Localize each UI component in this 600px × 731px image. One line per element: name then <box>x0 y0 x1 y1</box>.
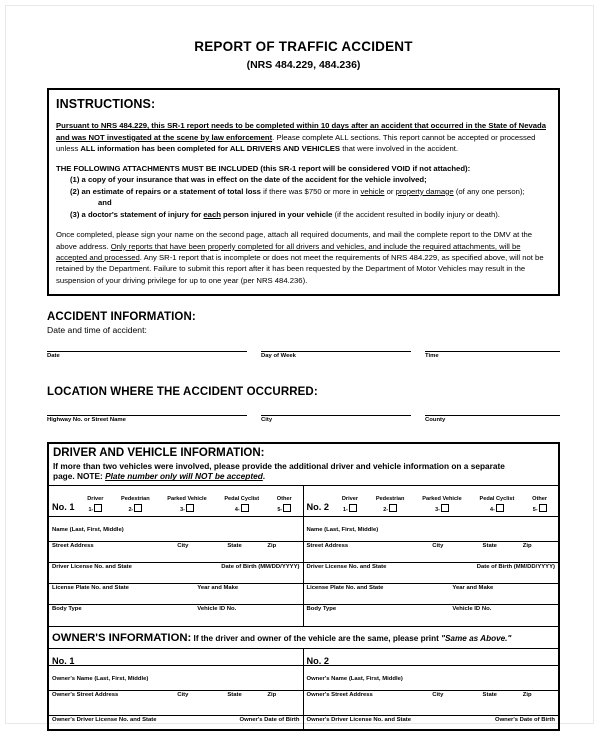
field-owner-2-license[interactable] <box>304 716 559 729</box>
body-label-group <box>307 606 559 612</box>
attachment-2-plain-c: (of any one person); <box>453 186 525 196</box>
field-label-street: Owner's Street Address <box>306 692 373 699</box>
attachment-item-1 <box>56 174 551 186</box>
field-vehicle-2-plate[interactable] <box>304 584 559 605</box>
checkbox-option-driver-1[interactable] <box>87 496 103 514</box>
spacer <box>247 415 261 423</box>
vehicle-2-checkbox-group <box>333 496 556 514</box>
field-label-state: State <box>227 543 242 550</box>
note-emphasis: Plate number only will NOT be accepted <box>105 471 263 482</box>
field-label-street: Street Address <box>52 543 94 550</box>
checkbox-icon[interactable] <box>134 504 142 512</box>
owner-address-label-group <box>52 692 303 698</box>
checkbox-option-parked-vehicle-2[interactable] <box>422 496 462 514</box>
accident-information-section <box>47 311 560 359</box>
field-label-city: City <box>177 692 189 699</box>
field-label-zip: Zip <box>522 692 532 699</box>
field-time-label: Time <box>425 353 439 360</box>
instructions-p1-bold: ALL information has been completed for ALL DRIVERS AND VEHICLES <box>80 144 341 154</box>
vehicle-2-number: No. 2 <box>306 502 329 513</box>
checkbox-icon[interactable] <box>283 504 291 512</box>
vehicle-1-number: No. 1 <box>52 502 75 513</box>
field-label: Owner's Name (Last, First, Middle) <box>52 676 149 683</box>
field-driver-1-address[interactable] <box>49 542 303 563</box>
field-label-zip: Zip <box>267 692 277 699</box>
spacer <box>411 351 425 359</box>
spacer <box>411 415 425 423</box>
checkbox-label: Driver <box>87 495 104 502</box>
instructions-p1-tail: that were involved in the accident. <box>340 144 459 154</box>
field-label: Name (Last, First, Middle) <box>52 527 124 534</box>
checkbox-prefix-wrap <box>121 504 150 513</box>
field-label-license: Driver License No. and State <box>306 564 387 571</box>
field-label-dob: Date of Birth (MM/DD/YYYY) <box>221 564 300 571</box>
spacer <box>247 351 261 359</box>
field-day-of-week[interactable] <box>261 351 411 359</box>
field-vehicle-2-body[interactable] <box>304 605 559 626</box>
plate-label-group <box>307 585 559 591</box>
checkbox-option-other-1[interactable] <box>277 496 292 514</box>
address-label-group <box>52 543 303 549</box>
field-label-dob: Owner's Date of Birth <box>239 717 300 724</box>
instructions-p3-underlined: Only reports that have been properly completed for all drivers and vehicles, and include the required attachments, will be accepted and processed <box>56 241 521 262</box>
owner-address-label-group <box>307 692 559 698</box>
checkbox-label: Parked Vehicle <box>167 495 207 502</box>
attachment-item-2 <box>56 186 551 198</box>
field-label-dob: Owner's Date of Birth <box>495 717 555 724</box>
field-city[interactable] <box>261 415 411 423</box>
checkbox-prefix: 4- <box>490 506 495 513</box>
field-day-of-week-label: Day of Week <box>261 353 296 360</box>
accident-field-row <box>47 351 560 359</box>
checkbox-option-other-2[interactable] <box>532 496 547 514</box>
instructions-p1-underlined: Pursuant to NRS 484.229, this SR-1 report needs to be completed within 10 days after an accident that occurred in the State of Nevada and was NOT investigated at the scene by law enforcement <box>56 121 546 142</box>
owner-2-number-cell <box>304 649 559 666</box>
field-driver-2-address[interactable] <box>304 542 559 563</box>
vehicle-type-row <box>49 486 558 626</box>
field-label-license: Owner's Driver License No. and State <box>306 717 412 724</box>
field-city-label: City <box>261 416 273 423</box>
checkbox-option-driver-2[interactable] <box>342 496 358 514</box>
owner-fields-row <box>49 666 558 729</box>
attachment-2-bold: (2) an estimate of repairs or a statement of total loss <box>70 186 261 196</box>
instructions-p3-lead: Once completed, please sign your name on the second page, attach all required documents, and mail the complete report to the DMV at the above address. <box>56 230 533 251</box>
attachment-3-bold-a: (3) a doctor's statement of injury for <box>70 209 204 219</box>
field-driver-1-license[interactable] <box>49 563 303 584</box>
attachments-list <box>56 174 551 220</box>
checkbox-prefix-wrap <box>87 504 103 513</box>
instructions-paragraph-1 <box>56 120 551 154</box>
field-driver-1-name[interactable] <box>49 517 303 542</box>
attachment-1-text: (1) a copy of your insurance that was in effect on the date of the accident for the vehicle involved; <box>70 175 427 185</box>
checkbox-icon[interactable] <box>496 504 504 512</box>
checkbox-prefix-wrap <box>422 504 462 513</box>
checkbox-prefix: 3- <box>435 506 440 513</box>
checkbox-option-parked-vehicle-1[interactable] <box>167 496 207 514</box>
checkbox-label: Parked Vehicle <box>422 495 462 502</box>
note-period: . <box>262 471 266 482</box>
checkbox-prefix: 5- <box>277 506 283 513</box>
owner-2-number: No. 2 <box>306 656 329 667</box>
instructions-box <box>47 88 560 296</box>
location-section <box>47 386 560 423</box>
field-label-street: Street Address <box>306 543 349 550</box>
field-label-zip: Zip <box>522 543 532 550</box>
field-label-body-type: Body Type <box>306 606 337 613</box>
owner-information-note-a: If the driver and owner of the vehicle are the same, please print <box>191 634 442 644</box>
checkbox-label: Pedestrian <box>121 495 150 502</box>
checkbox-prefix: 5- <box>532 506 538 513</box>
checkbox-option-pedal-cyclist-1[interactable] <box>224 496 259 514</box>
checkbox-prefix-wrap <box>167 504 207 513</box>
checkbox-label: Driver <box>341 495 359 502</box>
checkbox-option-pedestrian-2[interactable] <box>376 496 405 514</box>
checkbox-prefix: 2- <box>383 506 389 513</box>
field-label-city: City <box>432 543 444 550</box>
note-prefix: page. NOTE: <box>53 471 106 482</box>
address-label-group <box>307 543 559 549</box>
checkbox-icon[interactable] <box>186 504 194 512</box>
checkbox-icon[interactable] <box>241 504 249 512</box>
field-label-dob: Date of Birth (MM/DD/YYYY) <box>476 564 555 571</box>
checkbox-option-pedal-cyclist-2[interactable] <box>480 496 515 514</box>
checkbox-prefix: 3- <box>180 506 185 513</box>
field-time[interactable] <box>425 351 560 359</box>
field-label-city: City <box>432 692 444 699</box>
owner-1-number-cell <box>49 649 304 666</box>
owner-information-heading: OWNER'S INFORMATION: <box>52 632 192 645</box>
checkbox-prefix-wrap <box>532 504 547 513</box>
field-county[interactable] <box>425 415 560 423</box>
field-highway-street-label: Highway No. or Street Name <box>47 416 126 423</box>
attachment-2-underline-property: property damage <box>395 186 454 196</box>
body-label-group <box>52 606 303 612</box>
owner-1-number-row <box>49 649 303 666</box>
checkbox-prefix: 1- <box>88 506 94 513</box>
field-label-state: State <box>482 692 497 699</box>
checkbox-prefix: 4- <box>234 506 240 513</box>
vehicle-1-column <box>49 486 304 626</box>
location-field-row <box>47 415 560 423</box>
checkbox-prefix: 1- <box>343 506 348 513</box>
field-label-zip: Zip <box>267 543 277 550</box>
field-driver-2-name[interactable] <box>304 517 559 542</box>
accident-information-heading: ACCIDENT INFORMATION: <box>47 311 196 324</box>
field-label-city: City <box>177 543 189 550</box>
field-highway-street[interactable] <box>47 415 247 423</box>
attachment-item-2-cont <box>56 197 551 209</box>
field-vehicle-1-plate[interactable] <box>49 584 303 605</box>
driver-vehicle-note-line1: If more than two vehicles were involved, please provide the additional driver and vehicle information on a separate <box>53 460 505 471</box>
field-label-year-make: Year and Make <box>197 585 239 592</box>
owner-1-number: No. 1 <box>52 656 75 667</box>
accident-information-subheading: Date and time of accident: <box>47 325 147 336</box>
checkbox-prefix-wrap <box>376 504 405 513</box>
checkbox-prefix-wrap <box>224 504 259 513</box>
field-county-label: County <box>425 416 446 423</box>
document-page <box>5 5 594 724</box>
owner-license-label-group <box>52 717 303 723</box>
field-label-year-make: Year and Make <box>452 585 494 592</box>
field-owner-1-license[interactable] <box>49 716 303 729</box>
checkbox-label: Pedestrian <box>375 495 405 502</box>
owner-information-header <box>49 626 558 649</box>
checkbox-icon[interactable] <box>539 504 547 512</box>
checkbox-prefix-wrap <box>480 504 515 513</box>
checkbox-icon[interactable] <box>94 504 102 512</box>
checkbox-label: Other <box>276 495 292 502</box>
field-label-vin: Vehicle ID No. <box>452 606 492 613</box>
field-label-street: Owner's Street Address <box>52 692 119 699</box>
attachment-2-underline-vehicle: vehicle <box>360 186 385 196</box>
instructions-p3-tail: . Any SR-1 report that is incomplete or does not meet the requirements of NRS 484.229, as specified above, will not be retained by the Department. Failure to submit this report after it has been requested by the Department of Motor Vehicles may result in the suspension of your driving privilege for up to one year (per NRS 484.236). <box>56 253 544 285</box>
attachments-heading: THE FOLLOWING ATTACHMENTS MUST BE INCLUDED (this SR-1 report will be considered VOID if not attached): <box>56 163 471 173</box>
vehicle-2-column <box>304 486 559 626</box>
field-date-label: Date <box>47 353 60 360</box>
owner-2-column <box>304 666 559 729</box>
driver-vehicle-note-line2 <box>53 471 554 482</box>
checkbox-icon[interactable] <box>389 504 397 512</box>
field-owner-1-address[interactable] <box>49 691 303 716</box>
driver-vehicle-table <box>47 442 560 731</box>
field-label: Name (Last, First, Middle) <box>306 527 379 534</box>
checkbox-prefix: 2- <box>128 506 134 513</box>
checkbox-label: Pedal Cyclist <box>224 495 260 502</box>
checkbox-prefix-wrap <box>342 504 358 513</box>
field-label-body-type: Body Type <box>52 606 82 613</box>
attachment-3-plain: (if the accident resulted in bodily injury or death). <box>332 209 500 219</box>
attachment-2-continued: and <box>98 198 112 208</box>
vehicle-1-type-selector <box>49 486 303 517</box>
page-subtitle: (NRS 484.229, 484.236) <box>246 58 361 71</box>
field-label-state: State <box>482 543 497 550</box>
field-label-plate: License Plate No. and State <box>306 585 384 592</box>
vehicle-2-type-selector <box>304 486 559 517</box>
instructions-heading: INSTRUCTIONS: <box>56 97 156 112</box>
driver-vehicle-heading: DRIVER AND VEHICLE INFORMATION: <box>53 447 265 460</box>
location-heading: LOCATION WHERE THE ACCIDENT OCCURRED: <box>47 385 318 398</box>
owner-information-note-b: "Same as Above." <box>441 634 512 644</box>
attachment-3-underline-each: each <box>203 209 221 219</box>
checkbox-icon[interactable] <box>441 504 449 512</box>
vehicle-1-checkbox-group <box>78 496 300 514</box>
page-title: REPORT OF TRAFFIC ACCIDENT <box>194 39 413 54</box>
field-label-state: State <box>227 692 242 699</box>
owner-1-column <box>49 666 304 729</box>
owner-2-number-row <box>304 649 559 666</box>
checkbox-prefix-wrap <box>277 504 292 513</box>
license-label-group <box>307 564 559 570</box>
plate-label-group <box>52 585 303 591</box>
field-label-vin: Vehicle ID No. <box>197 606 237 613</box>
attachment-2-plain-b: or <box>384 186 396 196</box>
checkbox-icon[interactable] <box>349 504 357 512</box>
license-label-group <box>52 564 303 570</box>
field-vehicle-1-body[interactable] <box>49 605 303 626</box>
checkbox-label: Pedal Cyclist <box>479 495 515 502</box>
field-label-license: Driver License No. and State <box>52 564 132 571</box>
checkbox-label: Other <box>532 495 548 502</box>
field-owner-1-name[interactable] <box>49 666 303 691</box>
field-label-license: Owner's Driver License No. and State <box>52 717 157 724</box>
attachment-item-3 <box>56 209 551 221</box>
form-body <box>47 39 560 731</box>
instructions-p1-plain: . Please complete ALL sections. This report cannot be accepted or processed unless <box>56 132 536 154</box>
attachment-3-bold-b: person injured in your vehicle <box>220 209 333 219</box>
instructions-paragraph-3 <box>56 229 551 286</box>
field-owner-2-address[interactable] <box>304 691 559 716</box>
field-label-plate: License Plate No. and State <box>52 585 129 592</box>
field-date[interactable] <box>47 351 247 359</box>
checkbox-option-pedestrian-1[interactable] <box>121 496 150 514</box>
driver-vehicle-header <box>49 444 558 486</box>
owner-number-row <box>49 649 558 666</box>
attachment-2-plain-a: if there was $750 or more in <box>260 186 361 196</box>
owner-license-label-group <box>307 717 559 723</box>
field-driver-2-license[interactable] <box>304 563 559 584</box>
field-label: Owner's Name (Last, First, Middle) <box>306 676 403 683</box>
field-owner-2-name[interactable] <box>304 666 559 691</box>
